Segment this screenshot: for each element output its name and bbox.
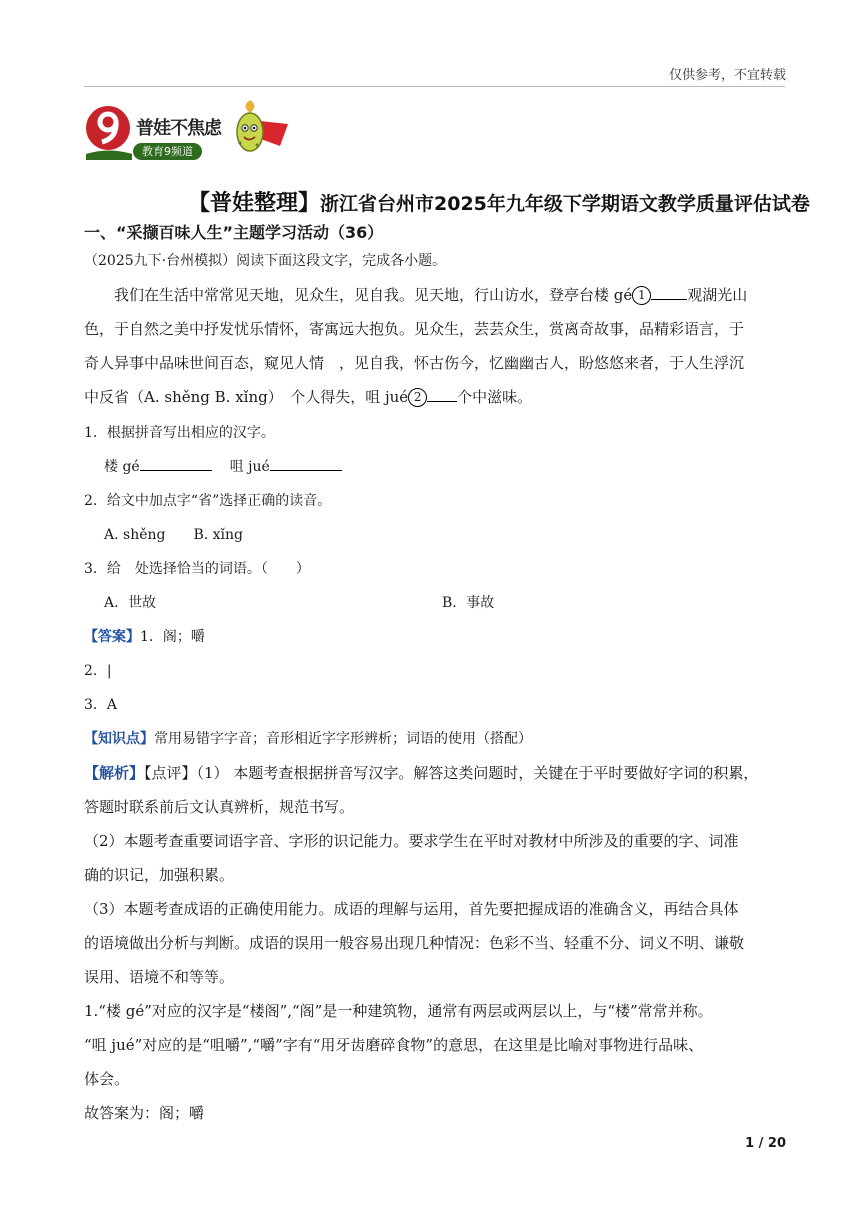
answer-line-1 [84, 626, 205, 646]
brand-pill: 教育9频道 [133, 143, 202, 160]
analysis-line-2: 答题时联系前后文认真辨析，规范书写。 [84, 798, 355, 816]
passage-line-4 [84, 386, 532, 407]
blank-marker-1: 1 [632, 286, 651, 305]
q1-blank-b-label: 咀 jué [229, 459, 270, 475]
header-note: 仅供参考，不宜转载 [668, 68, 786, 83]
answer-1: 1．阁；嚼 [140, 629, 205, 645]
knowledge-point [84, 728, 532, 748]
passage-line-1-text: 我们在生活中常常见天地，见众生，见自我。见天地，行山访水，登亭台楼 gé [114, 286, 633, 304]
question-1: 1．根据拼音写出相应的汉字。 [84, 425, 275, 441]
answer-2: 2．| [84, 663, 112, 679]
analysis-line-5: （3）本题考查成语的正确使用能力。成语的理解与运用，首先要把握成语的准确含义，再结合具体 [84, 900, 739, 918]
question-2-options: A. shěng B. xǐng [104, 527, 244, 543]
analysis-line-8: 1.“楼 gé”对应的汉字是“楼阁”,“阁”是一种建筑物，通常有两层或两层以上，与“楼”常常并称。 [84, 1002, 713, 1020]
brand-name: 普娃不焦虑 [136, 118, 221, 139]
question-3: 3．给 处选择恰当的词语。（ ） [84, 561, 310, 577]
answer-3: 3．A [84, 697, 118, 713]
question-2: 2．给文中加点字“省”选择正确的读音。 [84, 493, 332, 509]
document-title [188, 186, 810, 217]
blank-marker-2: 2 [408, 388, 427, 407]
passage-line-1 [114, 284, 747, 305]
knowledge-label: 【知识点】 [84, 731, 154, 747]
analysis-line-4: 确的识记，加强积累。 [84, 866, 235, 884]
fill-blank-1[interactable] [651, 285, 687, 300]
question-3-option-b: B．事故 [442, 595, 495, 611]
passage-source: （2025九下·台州模拟）阅读下面这段文字，完成各小题。 [84, 253, 447, 269]
analysis-line-7: 误用、语境不和等等。 [84, 968, 235, 986]
analysis-line-9: “咀 jué”对应的是“咀嚼”,“嚼”字有“用牙齿磨碎食物”的意思，在这里是比喻对事物进行品味、 [84, 1036, 704, 1054]
analysis-line-11: 故答案为：阁；嚼 [84, 1104, 205, 1122]
header-divider [84, 86, 785, 87]
question-3-option-a: A．世故 [104, 595, 157, 611]
analysis-line-3: （2）本题考查重要词语字音、字形的识记能力。要求学生在平时对教材中所涉及的重要的字、词准 [84, 832, 739, 850]
q1-answer-blank-a[interactable] [140, 456, 212, 471]
passage-line-1-end: 观湖光山 [687, 286, 748, 304]
page-number: 1 / 20 [745, 1136, 786, 1151]
analysis-text-1: 【点评】（1） 本题考查根据拼音写汉字。解答这类问题时，关键在于平时要做好字词的积累， [144, 764, 759, 782]
question-1-blanks [104, 456, 342, 476]
fill-blank-2[interactable] [427, 387, 457, 402]
title-text: 浙江省台州市2025年九年级下学期语文教学质量评估试卷 [320, 193, 810, 215]
q1-blank-a-label: 楼 gé [104, 459, 140, 475]
analysis-label: 【解析】 [84, 764, 145, 782]
mascot-icon [228, 98, 292, 158]
answer-label: 【答案】 [84, 629, 140, 645]
analysis-line-6: 的语境做出分析与判断。成语的误用一般容易出现几种情况：色彩不当、轻重不分、词义不明、谦敬 [84, 934, 745, 952]
passage-line-4-text: 中反省（A. shěng B. xǐng） 个人得失，咀 jué [84, 388, 409, 406]
q1-answer-blank-b[interactable] [270, 456, 342, 471]
passage-line-2: 色，于自然之美中抒发忧乐情怀，寄寓远大抱负。见众生，芸芸众生，赏离奇故事，品精彩语言，于 [84, 320, 745, 338]
knowledge-text: 常用易错字字音；音形相近字字形辨析；词语的使用（搭配） [154, 731, 532, 747]
analysis-line-1 [84, 762, 758, 783]
section-heading: 一、“采撷百味人生”主题学习活动（36） [84, 223, 384, 242]
title-bracket: 【普娃整理】 [188, 191, 321, 216]
analysis-line-10: 体会。 [84, 1070, 130, 1088]
passage-line-3: 奇人异事中品味世间百态，窥见人情 ，见自我，怀古伤今，忆幽幽古人，盼悠悠来者，于人生浮沉 [84, 354, 745, 372]
passage-line-4-end: 个中滋味。 [457, 388, 533, 406]
